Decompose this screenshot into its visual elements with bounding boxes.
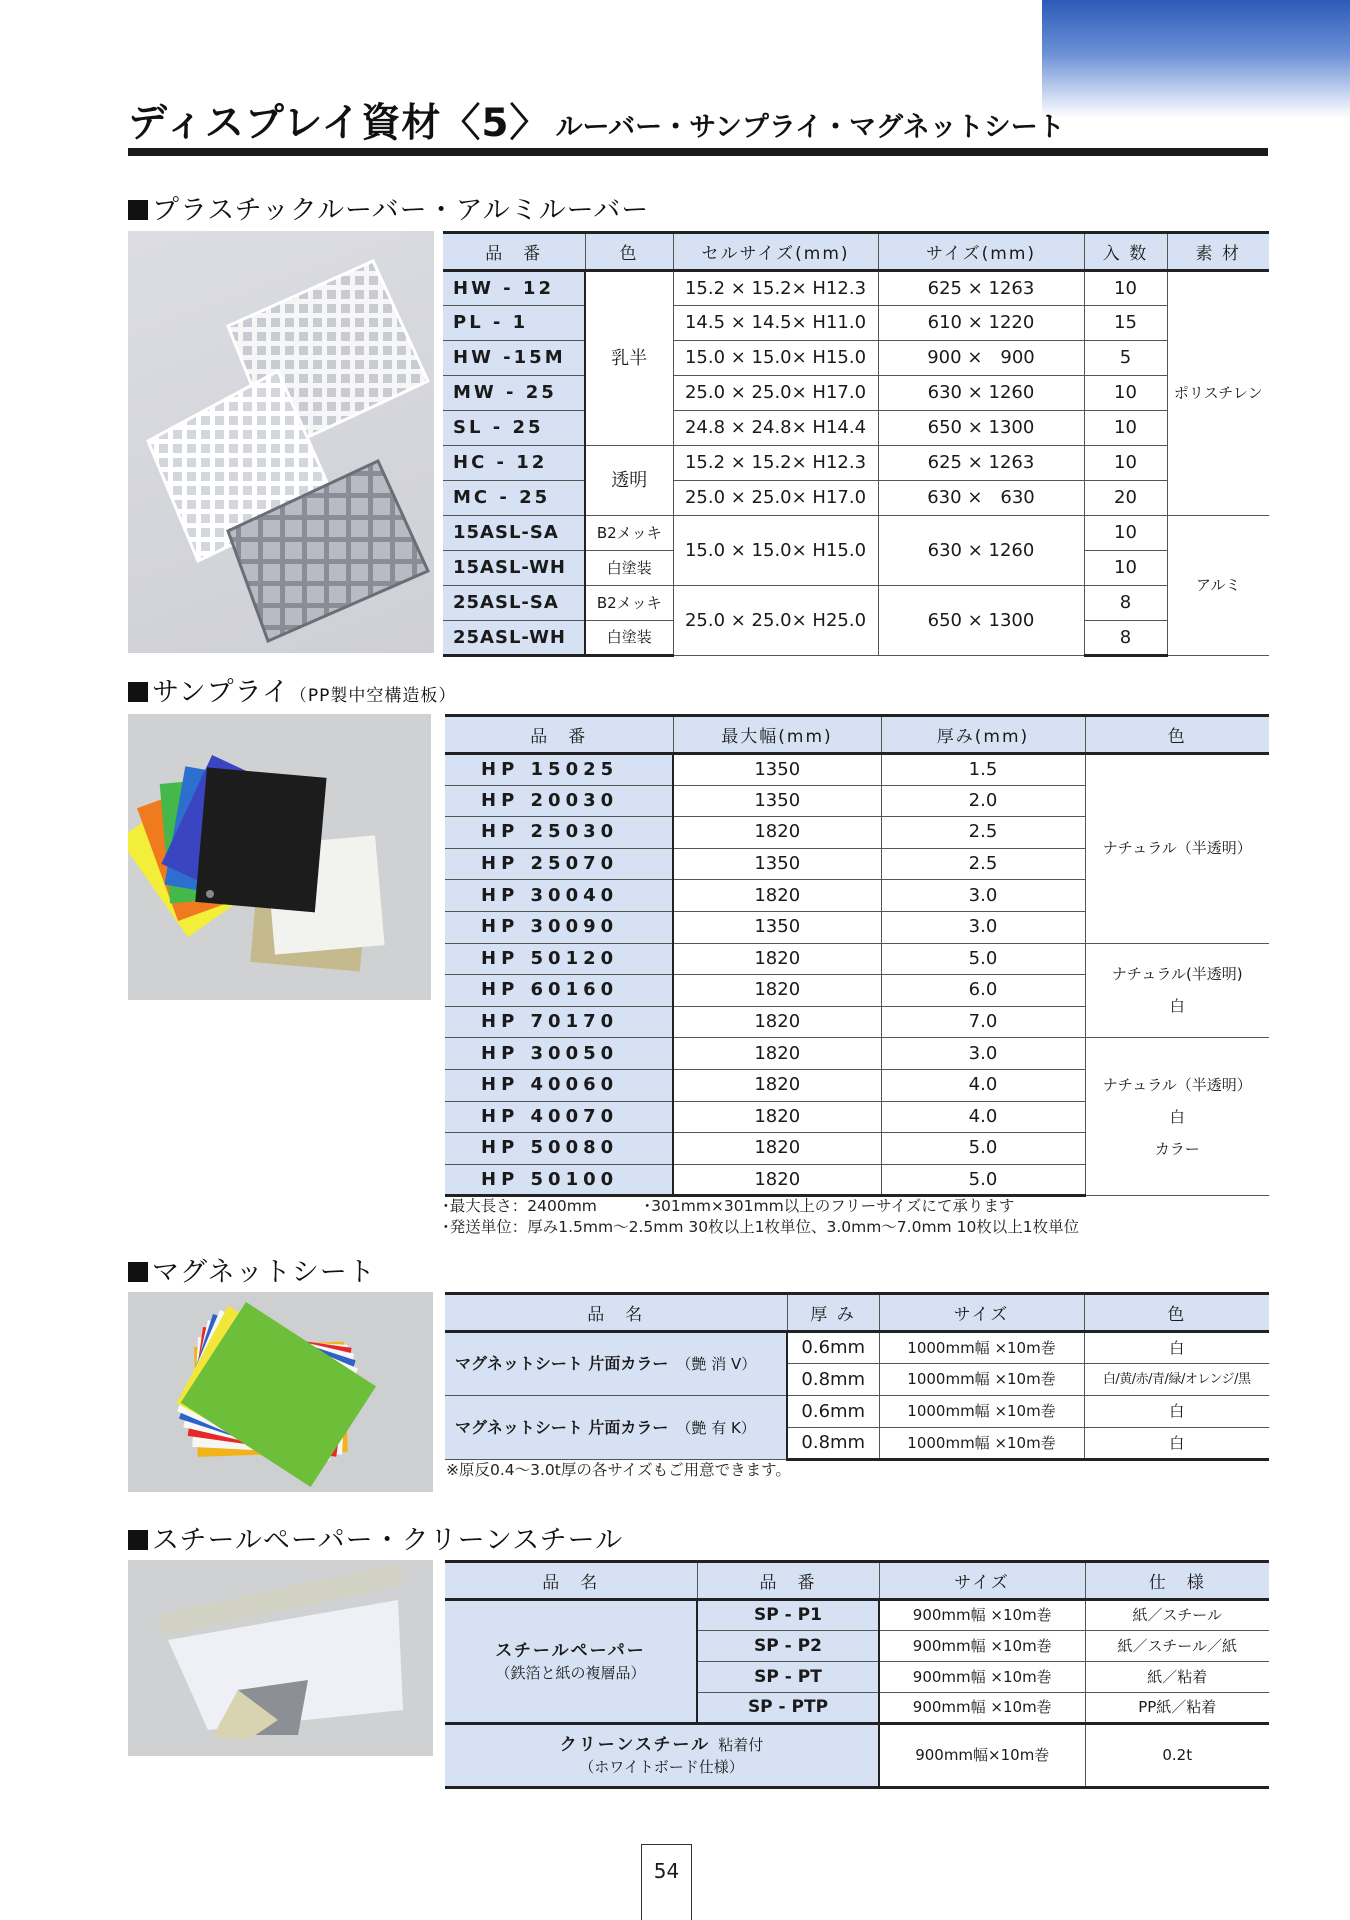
thickness: 5.0 — [881, 943, 1085, 975]
magnet-sheets-illustration — [128, 1292, 433, 1492]
square-bullet-icon — [128, 1262, 148, 1282]
product-code: HP 25070 — [445, 848, 673, 880]
product-code: SP - P1 — [697, 1600, 879, 1631]
square-bullet-icon — [128, 200, 148, 220]
max-width: 1820 — [673, 817, 881, 849]
sunply-photo — [128, 714, 431, 1000]
size: 630 × 630 — [878, 481, 1084, 516]
title-rule — [128, 148, 1268, 156]
thickness: 0.8mm — [787, 1364, 879, 1396]
size: 610 × 1220 — [878, 306, 1084, 341]
col-header: サイズ — [879, 1294, 1084, 1332]
color-cell: 白 — [1084, 1332, 1269, 1364]
square-bullet-icon — [128, 1530, 148, 1550]
steel-table — [445, 1560, 1269, 1789]
quantity: 5 — [1084, 341, 1167, 376]
quantity: 8 — [1084, 621, 1167, 656]
product-code: HP 25030 — [445, 817, 673, 849]
table-row — [445, 1724, 1269, 1788]
max-width: 1820 — [673, 1133, 881, 1165]
page-title — [128, 92, 1268, 148]
thickness: 2.5 — [881, 817, 1085, 849]
section-heading-louver: プラスチックルーバー・アルミルーバー — [128, 188, 649, 227]
thickness: 5.0 — [881, 1164, 1085, 1196]
table-row — [443, 341, 1269, 376]
magnet-note: ※原反0.4〜3.0t厚の各サイズもご用意できます。 — [446, 1461, 791, 1479]
col-header: 品 名 — [445, 1294, 787, 1332]
quantity: 10 — [1084, 446, 1167, 481]
size: 650 × 1300 — [878, 411, 1084, 446]
quantity: 10 — [1084, 551, 1167, 586]
cell-size: 25.0 × 25.0× H17.0 — [673, 376, 878, 411]
product-code: 15ASL-WH — [443, 551, 585, 586]
table-row — [445, 943, 1269, 975]
size: 630 × 1260 — [878, 516, 1084, 586]
table-row — [445, 1600, 1269, 1631]
size: 1000mm幅 ×10m巻 — [879, 1364, 1084, 1396]
max-width: 1350 — [673, 848, 881, 880]
size: 900mm幅 ×10m巻 — [879, 1693, 1085, 1724]
cell-size: 25.0 × 25.0× H25.0 — [673, 586, 878, 656]
thickness: 3.0 — [881, 911, 1085, 943]
sunply-table — [445, 714, 1269, 1197]
quantity: 15 — [1084, 306, 1167, 341]
max-width: 1820 — [673, 975, 881, 1007]
cell-size: 15.0 × 15.0× H15.0 — [673, 341, 878, 376]
table-row — [445, 1332, 1269, 1364]
product-code: 15ASL-SA — [443, 516, 585, 551]
col-header: サイズ — [879, 1562, 1085, 1600]
max-width: 1820 — [673, 1101, 881, 1133]
product-code: HP 60160 — [445, 975, 673, 1007]
thickness: 4.0 — [881, 1069, 1085, 1101]
max-width: 1820 — [673, 1069, 881, 1101]
color-cell: B2メッキ — [585, 586, 673, 621]
product-code: HP 50080 — [445, 1133, 673, 1165]
col-header: 色 — [1084, 1294, 1269, 1332]
size: 900mm幅 ×10m巻 — [879, 1600, 1085, 1631]
cell-size: 15.2 × 15.2× H12.3 — [673, 446, 878, 481]
max-width: 1350 — [673, 754, 881, 786]
table-row — [445, 1038, 1269, 1070]
product-code: HP 20030 — [445, 785, 673, 817]
product-name-cell: マグネットシート 片面カラー （艶 消 V） — [445, 1332, 787, 1396]
product-code: HC - 12 — [443, 446, 585, 481]
product-code: HP 40070 — [445, 1101, 673, 1133]
cell-size: 14.5 × 14.5× H11.0 — [673, 306, 878, 341]
table-row — [445, 754, 1269, 786]
product-code: 25ASL-WH — [443, 621, 585, 656]
col-header: 品 番 — [697, 1562, 879, 1600]
color-cell: 白 — [1084, 1396, 1269, 1428]
thickness: 4.0 — [881, 1101, 1085, 1133]
col-header: 品 番 — [445, 716, 673, 754]
product-code: HP 50120 — [445, 943, 673, 975]
product-code: HP 15025 — [445, 754, 673, 786]
material-cell: ポリスチレン — [1167, 271, 1269, 516]
sunply-fan-illustration — [128, 714, 431, 1000]
product-code: HP 70170 — [445, 1006, 673, 1038]
col-header: 厚 み — [787, 1294, 879, 1332]
color-cell: 白塗装 — [585, 621, 673, 656]
product-name-cell: マグネットシート 片面カラー （艶 有 K） — [445, 1396, 787, 1460]
magnet-table — [445, 1292, 1269, 1461]
product-code: HW - 12 — [443, 271, 585, 306]
table-row — [443, 446, 1269, 481]
section-heading-sunply: サンプライ（PP製中空構造板） — [128, 670, 456, 709]
thickness: 1.5 — [881, 754, 1085, 786]
thickness: 2.0 — [881, 785, 1085, 817]
louver-table — [443, 231, 1269, 657]
size: 1000mm幅 ×10m巻 — [879, 1396, 1084, 1428]
section-heading-steel: スチールペーパー・クリーンスチール — [128, 1518, 623, 1557]
product-name-cell: スチールペーパー （鉄箔と紙の複層品） — [445, 1600, 697, 1724]
col-header: セルサイズ(mm) — [673, 233, 878, 271]
col-header: 色 — [585, 233, 673, 271]
table-row — [443, 411, 1269, 446]
spec-cell: 0.2t — [1085, 1724, 1269, 1788]
product-code: 25ASL-SA — [443, 586, 585, 621]
size: 900 × 900 — [878, 341, 1084, 376]
col-header: 入 数 — [1084, 233, 1167, 271]
quantity: 8 — [1084, 586, 1167, 621]
magnet-photo — [128, 1292, 433, 1492]
table-row — [443, 481, 1269, 516]
color-cell: 白 — [1084, 1428, 1269, 1460]
size: 630 × 1260 — [878, 376, 1084, 411]
page-title-sub: ルーバー・サンプライ・マグネットシート — [555, 112, 1065, 143]
size: 650 × 1300 — [878, 586, 1084, 656]
col-header: 厚み(mm) — [881, 716, 1085, 754]
thickness: 0.6mm — [787, 1332, 879, 1364]
product-code: MW - 25 — [443, 376, 585, 411]
sunply-note-1: ･最大長さ：2400mm ･301mm×301mm以上のフリーサイズにて承ります — [442, 1197, 1015, 1215]
thickness: 7.0 — [881, 1006, 1085, 1038]
quantity: 20 — [1084, 481, 1167, 516]
thickness: 2.5 — [881, 848, 1085, 880]
table-row — [443, 306, 1269, 341]
product-code: SP - PT — [697, 1662, 879, 1693]
color-cell: 白塗装 — [585, 551, 673, 586]
spec-cell: 紙／粘着 — [1085, 1662, 1269, 1693]
quantity: 10 — [1084, 516, 1167, 551]
thickness: 6.0 — [881, 975, 1085, 1007]
max-width: 1820 — [673, 1006, 881, 1038]
square-bullet-icon — [128, 682, 148, 702]
col-header: 仕 様 — [1085, 1562, 1269, 1600]
size: 900mm幅 ×10m巻 — [879, 1631, 1085, 1662]
color-cell: 乳半 — [585, 271, 673, 446]
max-width: 1820 — [673, 1038, 881, 1070]
table-row — [443, 271, 1269, 306]
page-title-main: ディスプレイ資材〈5〉 — [128, 101, 550, 146]
color-cell: 透明 — [585, 446, 673, 516]
product-code: PL - 1 — [443, 306, 585, 341]
table-row — [443, 376, 1269, 411]
spec-cell: 紙／スチール — [1085, 1600, 1269, 1631]
color-cell: 白/黄/赤/青/緑/オレンジ/黒 — [1084, 1364, 1269, 1396]
cell-size: 24.8 × 24.8× H14.4 — [673, 411, 878, 446]
product-code: HW -15M — [443, 341, 585, 376]
quantity: 10 — [1084, 411, 1167, 446]
louver-photo — [128, 231, 434, 653]
color-cell: ナチュラル(半透明) 白 — [1085, 943, 1269, 1038]
cell-size: 25.0 × 25.0× H17.0 — [673, 481, 878, 516]
product-code: HP 50100 — [445, 1164, 673, 1196]
table-row — [443, 516, 1269, 551]
steel-roll-illustration — [128, 1560, 433, 1756]
spec-cell: PP紙／粘着 — [1085, 1693, 1269, 1724]
steel-photo — [128, 1560, 433, 1756]
thickness: 3.0 — [881, 1038, 1085, 1070]
spec-cell: 紙／スチール／紙 — [1085, 1631, 1269, 1662]
cell-size: 15.2 × 15.2× H12.3 — [673, 271, 878, 306]
color-cell: ナチュラル（半透明） 白 カラー — [1085, 1038, 1269, 1196]
quantity: 10 — [1084, 271, 1167, 306]
product-name-cell: クリーンスチール 粘着付 （ホワイトボード仕様） — [445, 1724, 879, 1788]
product-code: HP 30040 — [445, 880, 673, 912]
max-width: 1820 — [673, 1164, 881, 1196]
size: 1000mm幅 ×10m巻 — [879, 1428, 1084, 1460]
page-number: 54 — [641, 1844, 692, 1920]
max-width: 1350 — [673, 785, 881, 817]
quantity: 10 — [1084, 376, 1167, 411]
cell-size: 15.0 × 15.0× H15.0 — [673, 516, 878, 586]
sunply-note-2: ･発送単位：厚み1.5mm〜2.5mm 30枚以上1枚単位、3.0mm〜7.0mm 10枚以上1枚単位 — [442, 1218, 1080, 1236]
col-header: 品 名 — [445, 1562, 697, 1600]
product-code: SP - P2 — [697, 1631, 879, 1662]
size: 900mm幅×10m巻 — [879, 1724, 1085, 1788]
col-header: 素 材 — [1167, 233, 1269, 271]
thickness: 3.0 — [881, 880, 1085, 912]
color-cell: B2メッキ — [585, 516, 673, 551]
col-header: サイズ(mm) — [878, 233, 1084, 271]
product-code: HP 30050 — [445, 1038, 673, 1070]
size: 1000mm幅 ×10m巻 — [879, 1332, 1084, 1364]
size: 900mm幅 ×10m巻 — [879, 1662, 1085, 1693]
col-header: 色 — [1085, 716, 1269, 754]
thickness: 0.6mm — [787, 1396, 879, 1428]
size: 625 × 1263 — [878, 446, 1084, 481]
product-code: SL - 25 — [443, 411, 585, 446]
col-header: 品 番 — [443, 233, 585, 271]
max-width: 1820 — [673, 880, 881, 912]
section-heading-magnet: マグネットシート — [128, 1250, 376, 1289]
product-code: HP 40060 — [445, 1069, 673, 1101]
max-width: 1350 — [673, 911, 881, 943]
col-header: 最大幅(mm) — [673, 716, 881, 754]
product-code: HP 30090 — [445, 911, 673, 943]
table-row — [443, 586, 1269, 621]
thickness: 0.8mm — [787, 1428, 879, 1460]
product-code: MC - 25 — [443, 481, 585, 516]
color-cell: ナチュラル（半透明） — [1085, 754, 1269, 944]
product-code: SP - PTP — [697, 1693, 879, 1724]
material-cell: アルミ — [1167, 516, 1269, 656]
max-width: 1820 — [673, 943, 881, 975]
table-row — [445, 1396, 1269, 1428]
size: 625 × 1263 — [878, 271, 1084, 306]
thickness: 5.0 — [881, 1133, 1085, 1165]
louver-grid-illustration — [128, 231, 434, 653]
